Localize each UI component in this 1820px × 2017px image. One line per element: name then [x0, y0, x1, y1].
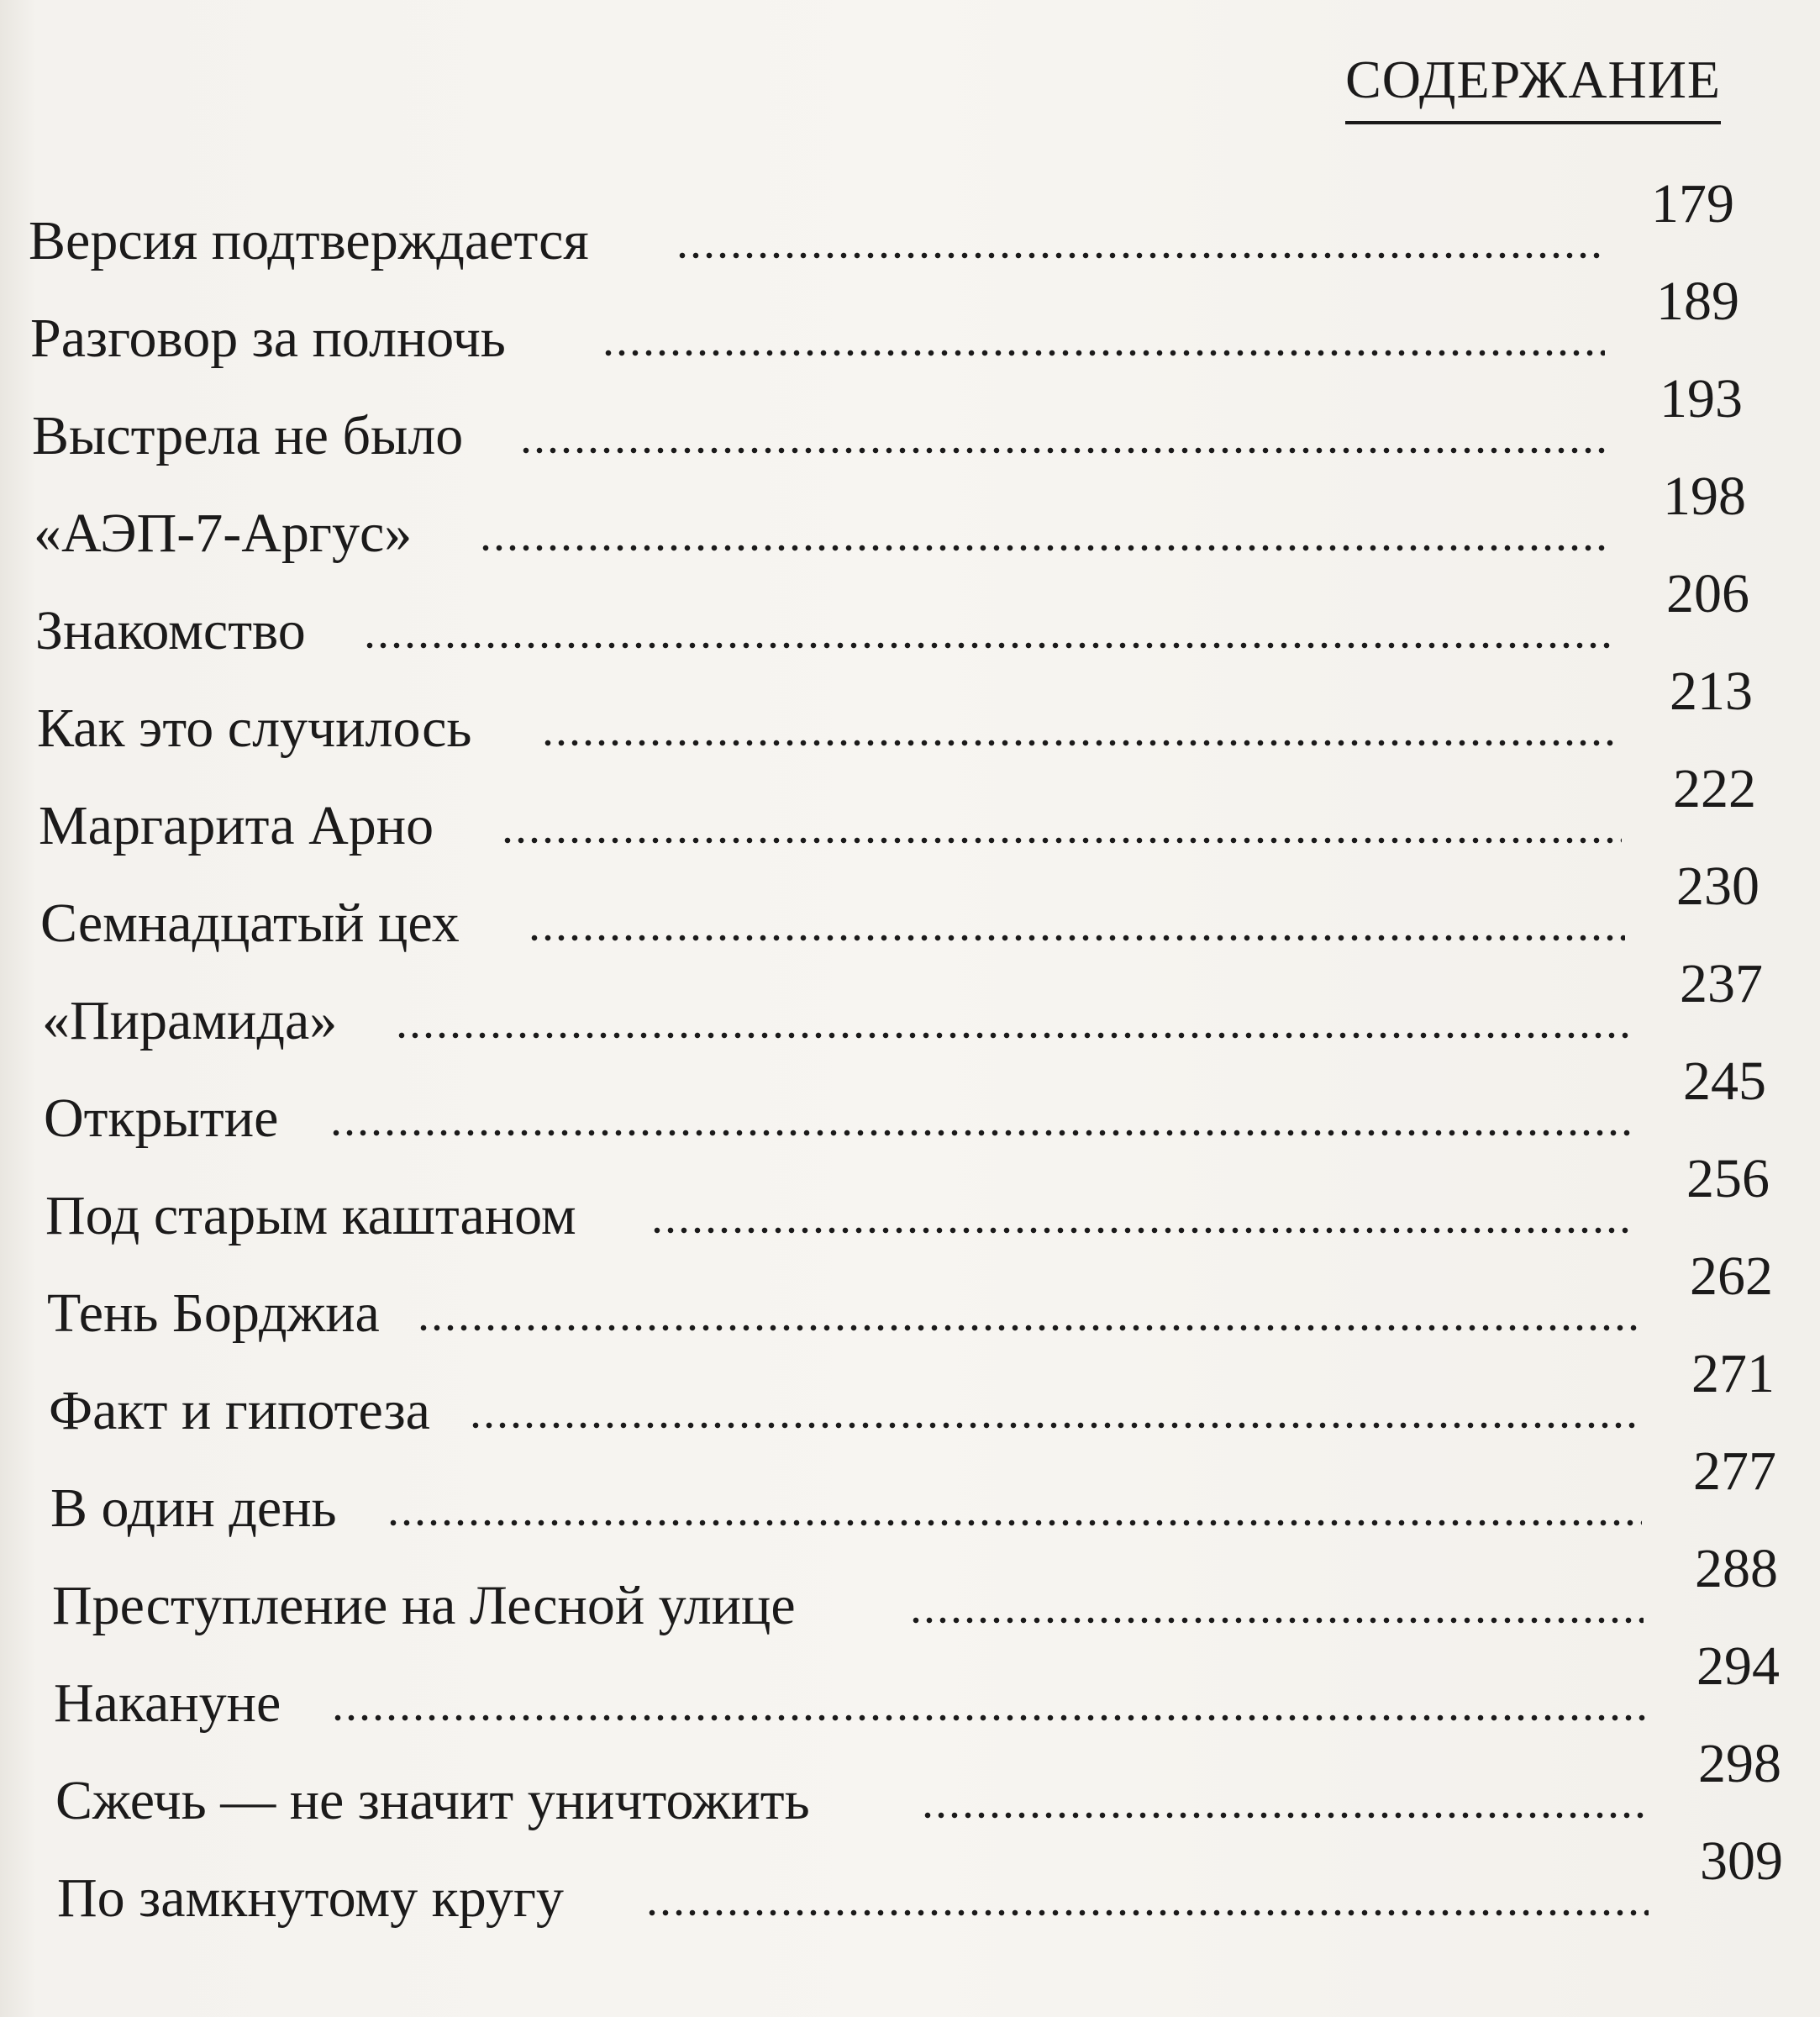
toc-entry[interactable] [50, 1440, 1776, 1539]
toc-entry-page: 298 [1698, 1733, 1781, 1794]
toc-entry[interactable] [49, 1343, 1775, 1441]
toc-entry-title: Выстрела не было [32, 405, 464, 466]
toc-entry-page: 288 [1695, 1538, 1778, 1599]
toc-entry[interactable] [40, 856, 1760, 954]
toc-entry-page: 294 [1696, 1635, 1780, 1697]
toc-leader-dots [921, 1812, 1647, 1819]
toc-entry[interactable] [35, 563, 1749, 661]
toc-entry-page: 237 [1680, 953, 1763, 1014]
toc-entry-title: Факт и гипотеза [49, 1380, 430, 1441]
toc-entry-page: 230 [1676, 856, 1760, 917]
toc-entry-page: 222 [1673, 758, 1756, 819]
toc-leader-dots [501, 837, 1622, 844]
toc-entry-title: Разговор за полночь [30, 308, 506, 369]
toc-entry[interactable] [32, 368, 1743, 466]
toc-entry-page: 213 [1670, 661, 1753, 722]
toc-leader-dots [650, 1227, 1635, 1234]
toc-entry-title: В один день [50, 1477, 337, 1539]
toc-entry-page: 193 [1660, 368, 1743, 429]
toc-entry-page: 262 [1690, 1245, 1773, 1307]
toc-entry-title: Версия подтверждается [29, 210, 589, 271]
toc-leader-dots [363, 642, 1615, 649]
toc-leader-dots [541, 740, 1618, 746]
table-of-contents [25, 0, 1783, 2017]
toc-entry-page: 198 [1663, 466, 1746, 527]
toc-leader-dots [645, 1909, 1649, 1916]
toc-entry-page: 309 [1700, 1830, 1783, 1892]
toc-entry-title: Семнадцатый цех [40, 893, 460, 954]
toc-entry[interactable] [42, 953, 1763, 1051]
toc-entry-title: Преступление на Лесной улице [52, 1575, 796, 1636]
toc-leader-dots [417, 1324, 1639, 1331]
toc-entry-page: 256 [1686, 1148, 1770, 1209]
toc-entry[interactable] [47, 1245, 1773, 1344]
toc-entry-title: «Пирамида» [42, 990, 338, 1051]
toc-entry-title: Под старым каштаном [45, 1185, 576, 1246]
toc-entry-title: Маргарита Арно [39, 795, 434, 856]
toc-entry-title: По замкнутому кругу [57, 1867, 564, 1929]
toc-entry-title: Накануне [54, 1672, 281, 1734]
toc-entry-title: Открытие [44, 1087, 279, 1149]
toc-leader-dots [469, 1422, 1640, 1429]
toc-entry-page: 206 [1666, 563, 1749, 624]
toc-leader-dots [387, 1519, 1642, 1526]
toc-entry[interactable] [44, 1051, 1766, 1149]
toc-leader-dots [909, 1617, 1644, 1624]
toc-leader-dots [528, 935, 1625, 941]
toc-leader-dots [331, 1714, 1645, 1721]
toc-entry-title: Как это случилось [37, 698, 472, 759]
toc-leader-dots [519, 447, 1608, 454]
toc-entry[interactable] [37, 661, 1753, 759]
toc-entry-page: 271 [1691, 1343, 1775, 1404]
toc-entry-title: Сжечь — не значит уничтожить [55, 1770, 810, 1831]
toc-entry[interactable] [39, 758, 1756, 856]
toc-leader-dots [602, 350, 1605, 356]
toc-entry-page: 277 [1693, 1440, 1776, 1502]
page-title: СОДЕРЖАНИЕ [1345, 49, 1721, 124]
toc-entry[interactable] [45, 1148, 1770, 1246]
toc-entry[interactable] [52, 1538, 1778, 1636]
toc-entry-page: 189 [1656, 271, 1739, 332]
toc-leader-dots [395, 1032, 1628, 1039]
toc-entry-page: 245 [1683, 1051, 1766, 1112]
toc-entry[interactable] [29, 173, 1734, 271]
toc-entry[interactable] [54, 1635, 1780, 1734]
toc-entry[interactable] [30, 271, 1739, 369]
toc-entry-title: «АЭП-7-Аргус» [34, 503, 413, 564]
toc-entry[interactable] [57, 1830, 1783, 1929]
toc-entry[interactable] [55, 1733, 1781, 1831]
toc-entry-title: Знакомство [35, 600, 306, 661]
toc-leader-dots [329, 1130, 1632, 1136]
toc-leader-dots [676, 252, 1600, 259]
toc-entry[interactable] [34, 466, 1746, 564]
toc-leader-dots [479, 545, 1612, 551]
toc-entry-page: 179 [1651, 173, 1734, 234]
toc-entry-title: Тень Борджиа [47, 1282, 380, 1344]
